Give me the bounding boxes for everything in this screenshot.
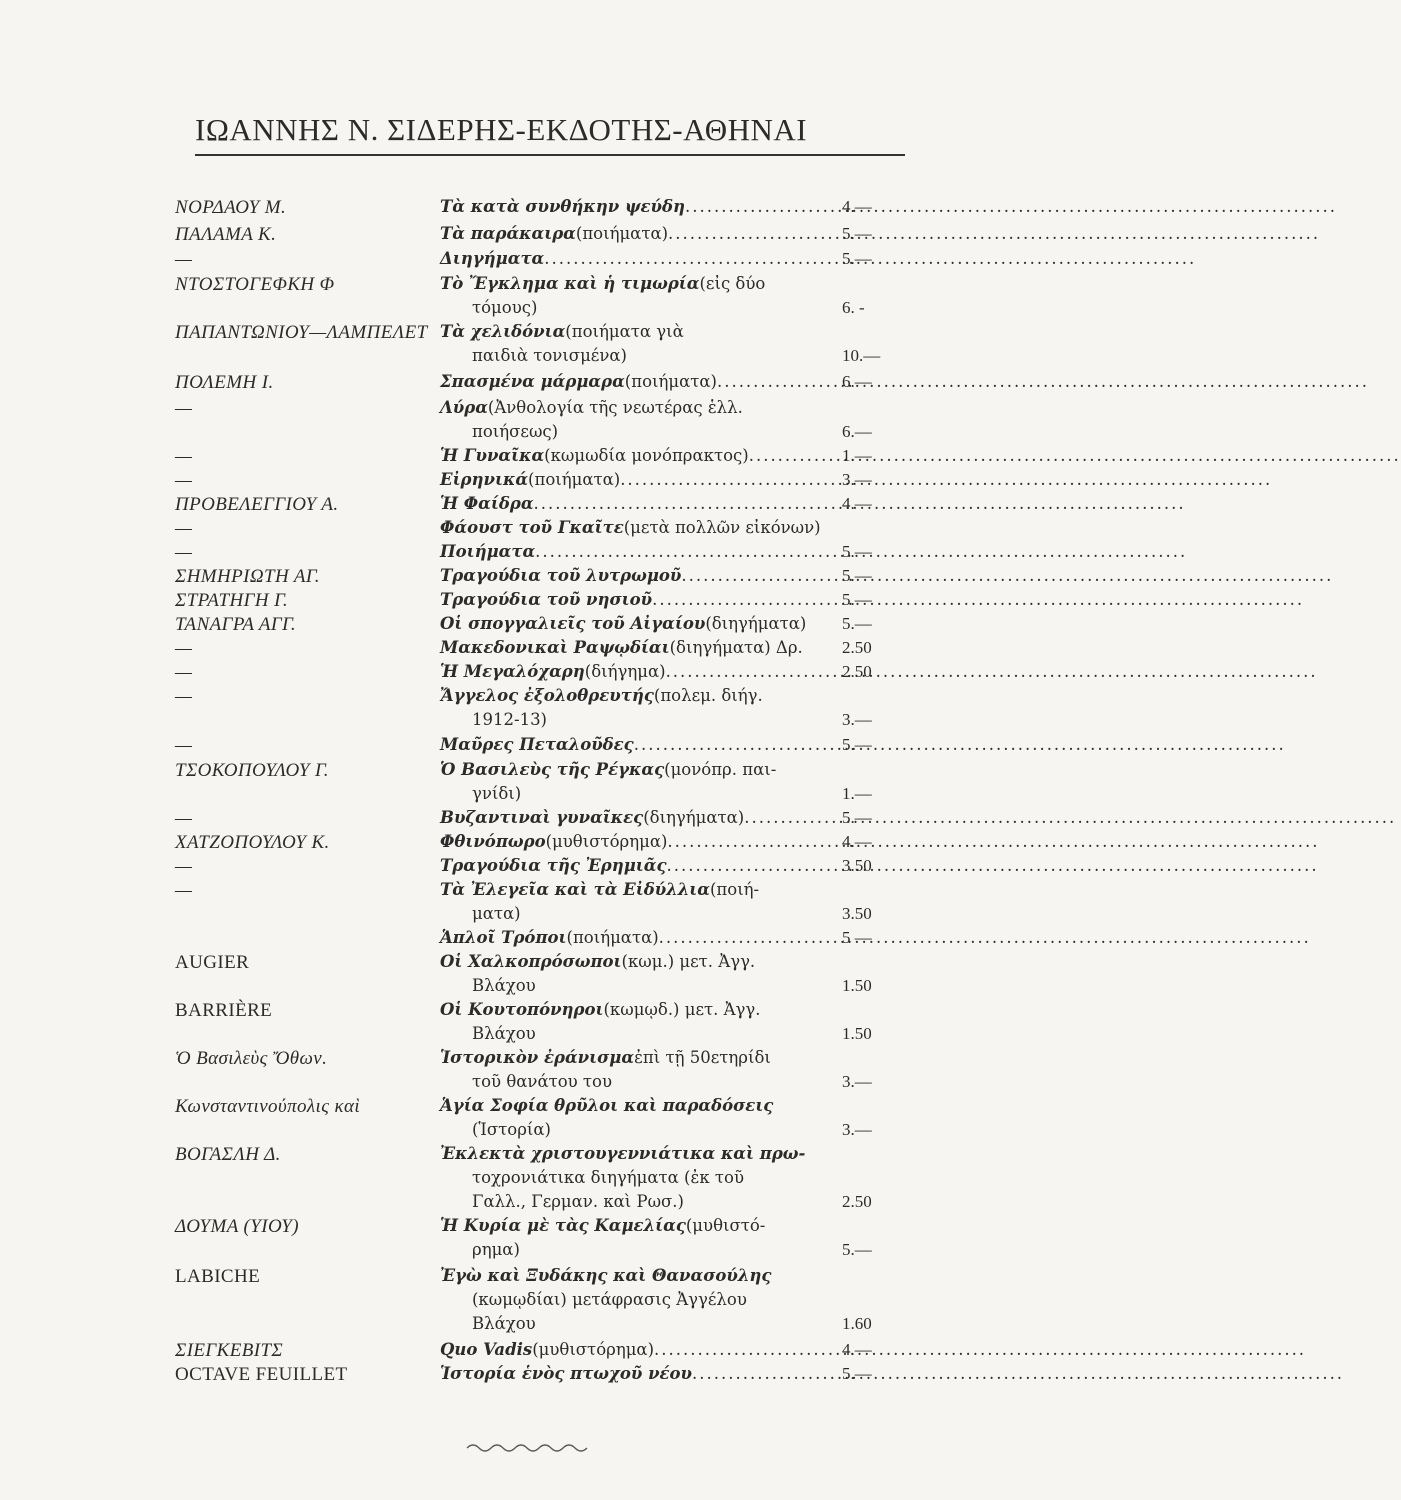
entry-note: ἐπὶ τῇ 50ετηρίδι (634, 1048, 771, 1067)
dot-leader (717, 372, 1369, 391)
entry-note: (μονόπρ. παι- (664, 760, 777, 779)
entry-title: Ἐγὼ καὶ Ξυδάκης καὶ Θανασούλης (440, 1266, 772, 1285)
entry-title: Τραγούδια τοῦ λυτρωμοῦ (440, 566, 682, 585)
entry-author: Κωνσταντινούπολις καὶ (175, 1096, 361, 1117)
entry-title-line (440, 1266, 785, 1285)
entry-title: Ὁ Βασιλεὺς τῆς Ρέγκας (440, 760, 665, 779)
entry-continuation: Βλάχου (472, 1314, 536, 1333)
entry-title: Φθινόπωρο (440, 832, 546, 851)
entry-continuation: (κωμῳδίαι) μετάφρασις Ἀγγέλου (472, 1290, 747, 1309)
entry-title: Ἡ Μεγαλόχαρη (440, 662, 585, 681)
entry-author: ΠΟΛΕΜΗ Ι. (175, 372, 274, 393)
entry-price: 1.50 (842, 976, 872, 995)
entry-price: 5.— (842, 1364, 872, 1383)
entry-title-line (440, 590, 785, 609)
entry-title: Ἁπλοῖ Τρόποι (440, 928, 567, 947)
entry-price: 2.50 (842, 1192, 872, 1211)
entry-continuation: Βλάχου (472, 976, 536, 995)
entry-title: Τὰ κατὰ συνθήκην ψεύδη (440, 197, 685, 216)
entry-note: (διήγημα) (584, 662, 666, 681)
entry-title: Λύρα (440, 398, 488, 417)
entry-title: Τὰ χελιδόνια (440, 322, 566, 341)
entry-continuation: ρημα) (472, 1240, 520, 1259)
entry-title: Ἡ Φαίδρα (440, 494, 534, 513)
entry-price: 3.50 (842, 904, 872, 923)
entry-author: LABICHE (175, 1266, 261, 1287)
entry-title: Τὸ Ἔγκλημα καὶ ἡ τιμωρία (440, 274, 700, 293)
entry-title: Τραγούδια τοῦ νησιοῦ (440, 590, 653, 609)
entry-price: 5.— (842, 614, 872, 633)
entry-title-line (440, 662, 785, 681)
entry-author: ΠΑΛΑΜΑ Κ. (175, 224, 277, 245)
entry-title: Βυζαντιναὶ γυναῖκες (440, 808, 644, 827)
entry-author: ΔΟΥΜΑ (ΥΙΟΥ) (175, 1216, 299, 1237)
entry-title: Τὰ Ἐλεγεῖα καὶ τὰ Εἰδύλλια (440, 880, 710, 899)
entry-author: ΤΑΝΑΓΡΑ ΑΓΓ. (175, 614, 297, 635)
entry-note: (κωμ.) μετ. Ἀγγ. (621, 952, 756, 971)
entry-author: — (175, 470, 193, 491)
entry-continuation: τόμους) (472, 298, 538, 317)
entry-author: — (175, 662, 193, 683)
entry-title-line (440, 249, 785, 268)
entry-title: Ἱστορία ἑνὸς πτωχοῦ νέου (440, 1364, 693, 1383)
entry-title-line (440, 808, 785, 827)
entry-price: 3.— (842, 1120, 872, 1139)
entry-author: — (175, 808, 193, 829)
entry-title-line (440, 372, 785, 391)
entry-price: 5.— (842, 590, 872, 609)
entry-title-line (440, 197, 785, 216)
dot-leader (634, 735, 1286, 754)
entry-note: (ποιήματα) (624, 372, 717, 391)
entry-author: — (175, 880, 193, 901)
entry-price: 5.— (842, 566, 872, 585)
entry-author: ΤΣΟΚΟΠΟΥΛΟΥ Γ. (175, 760, 329, 781)
entry-title-line (440, 832, 785, 851)
entry-price: 4.— (842, 832, 872, 851)
entry-note: (ποιή- (709, 880, 760, 899)
dot-leader (685, 197, 1337, 216)
entry-continuation: παιδιὰ τονισμένα) (472, 346, 627, 365)
entry-title-line (440, 1048, 785, 1067)
entry-title: Εἰρηνικά (440, 470, 529, 489)
entry-author: — (175, 446, 193, 467)
entry-title: Οἱ σπογγαλιεῖς τοῦ Αἰγαίου (440, 614, 706, 633)
entry-title-line (440, 494, 785, 513)
entry-author: ΧΑΤΖΟΠΟΥΛΟΥ Κ. (175, 832, 330, 853)
entry-title: Ἱστορικὸν ἐράνισμα (440, 1048, 635, 1067)
entry-title-line (440, 446, 785, 465)
entry-price: 4.— (842, 197, 872, 216)
entry-price: 5 — (842, 928, 872, 947)
entry-price: 1.— (842, 784, 872, 803)
entry-title: Διηγήματα (440, 249, 545, 268)
entry-price: 1.50 (842, 1024, 872, 1043)
entry-price: 1.— (842, 446, 872, 465)
entry-title-line (440, 952, 785, 971)
entry-title: Ἡ Γυναῖκα (440, 446, 545, 465)
entry-title-line (440, 274, 785, 293)
entry-price: 4.— (842, 1340, 872, 1359)
entry-title-line (440, 224, 785, 243)
entry-note: (μυθιστόρημα) (545, 832, 668, 851)
entry-note: (διηγήματα) (643, 808, 745, 827)
entry-title: Τραγούδια τῆς Ἐρημιᾶς (440, 856, 667, 875)
entry-continuation: ποιήσεως) (472, 422, 559, 441)
entry-author: — (175, 856, 193, 877)
entry-continuation: τοῦ θανάτου του (472, 1072, 613, 1091)
entry-title: Τὰ παράκαιρα (440, 224, 576, 243)
dot-leader (667, 856, 1319, 875)
entry-title-line (440, 735, 785, 754)
entry-continuation: Βλάχου (472, 1024, 536, 1043)
entry-title: Οἱ Κουτοπόνηροι (440, 1000, 604, 1019)
publisher-header: ΙΩΑΝΝΗΣ Ν. ΣΙΔΕΡΗΣ-ΕΚΔΟΤΗΣ-ΑΘΗΝΑΙ (195, 112, 905, 156)
entry-author: AUGIER (175, 952, 250, 973)
entry-note: (κωμῳδ.) μετ. Ἀγγ. (603, 1000, 761, 1019)
entry-title-line (440, 1000, 785, 1019)
entry-note: (διηγήματα) (705, 614, 807, 633)
entry-price: 3.50 (842, 856, 872, 875)
entry-price: 2.50 (842, 638, 872, 657)
entry-author: — (175, 542, 193, 563)
dot-leader (659, 928, 1311, 947)
entry-continuation: Γαλλ., Γερμαν. καὶ Ρωσ.) (472, 1192, 684, 1211)
entry-price: 5.— (842, 735, 872, 754)
entry-title: Ἡ Κυρία μὲ τὰς Καμελίας (440, 1216, 686, 1235)
entry-author: ΝΟΡΔΑΟΥ Μ. (175, 197, 287, 218)
entry-price: 5.— (842, 1240, 872, 1259)
dot-leader (667, 832, 1319, 851)
entry-price: 6.— (842, 422, 872, 441)
entry-author: ΣΤΡΑΤΗΓΗ Γ. (175, 590, 289, 611)
entry-continuation: γνίδι) (472, 784, 522, 803)
entry-title: Ἐκλεκτὰ χριστουγεννιάτικα καὶ πρω- (440, 1144, 806, 1163)
entry-note: (κωμωδία μονόπρακτος) (544, 446, 749, 465)
entry-note: (εἰς δύο (699, 274, 766, 293)
dot-leader (666, 662, 1318, 681)
entry-note: (διηγήματα) Δρ. (669, 638, 803, 657)
entry-title-line (440, 686, 785, 705)
entry-title: Φάουστ τοῦ Γκαῖτε (440, 518, 624, 537)
entry-title: Μαῦρες Πεταλοῦδες (440, 735, 634, 754)
entry-title-line (440, 638, 803, 657)
entry-author: — (175, 638, 193, 659)
dot-leader (681, 566, 1333, 585)
entry-author: ΝΤΟΣΤΟΓΕΦΚΗ Φ (175, 274, 335, 295)
entry-author: ΠΡΟΒΕΛΕΓΓΙΟΥ Α. (175, 494, 339, 515)
entry-title-line (440, 518, 821, 537)
entry-author: ΣΗΜΗΡΙΩΤΗ ΑΓ. (175, 566, 320, 587)
entry-note: (ποιήματα) (528, 470, 621, 489)
entry-note: (πολεμ. διήγ. (653, 686, 763, 705)
entry-price: 1.60 (842, 1314, 872, 1333)
entry-author: — (175, 398, 193, 419)
entry-price: 10.— (842, 346, 881, 365)
entry-title-line (440, 322, 785, 341)
entry-title-line (440, 470, 785, 489)
entry-title-line (440, 614, 807, 633)
entry-author: BARRIÈRE (175, 1000, 273, 1021)
entry-price: 5.— (842, 542, 872, 561)
entry-title: Ἁγία Σοφία θρῦλοι καὶ παραδόσεις (440, 1096, 774, 1115)
entry-price: 3.— (842, 1072, 872, 1091)
entry-continuation: 1912-13) (472, 710, 547, 729)
entry-note: (ποιήματα) (575, 224, 669, 243)
entry-note: (μυθιστό- (685, 1216, 766, 1235)
entry-title: Quo Vadis (440, 1340, 533, 1359)
entry-title-line (440, 856, 785, 875)
entry-title-line (440, 398, 785, 417)
entry-title-line (440, 1216, 785, 1235)
entry-author: — (175, 686, 193, 707)
dot-leader (668, 224, 1320, 243)
entry-author: — (175, 249, 193, 270)
entry-title-line (440, 880, 785, 899)
entry-title-line (440, 1144, 806, 1163)
entry-price: 6. - (842, 298, 865, 317)
entry-author: ΣΙΕΓΚΕΒΙΤΣ (175, 1340, 284, 1361)
entry-price: 5.— (842, 249, 872, 268)
entry-author: OCTAVE FEUILLET (175, 1364, 348, 1385)
entry-title: Οἱ Χαλκοπρόσωποι (440, 952, 622, 971)
entry-continuation: ματα) (472, 904, 521, 923)
entry-author: ΒΟΓΑΣΛΗ Δ. (175, 1144, 281, 1165)
dot-leader (692, 1364, 1344, 1383)
entry-title-line (440, 1096, 785, 1115)
entry-note: (Ἀνθολογία τῆς νεωτέρας ἑλλ. (487, 398, 743, 417)
entry-note: (μυθιστόρημα) (532, 1340, 655, 1359)
entry-price: 6.— (842, 372, 872, 391)
entry-title: Ποιήματα (440, 542, 536, 561)
entry-title-line (440, 542, 785, 561)
entry-price: 3.— (842, 710, 872, 729)
entry-author: — (175, 735, 193, 756)
entry-author: Ὁ Βασιλεὺς Ὄθων. (175, 1048, 328, 1069)
entry-title: Ἄγγελος ἐξολοθρευτής (440, 686, 654, 705)
dot-leader (654, 1340, 1306, 1359)
entry-continuation: τοχρονιάτικα διηγήματα (ἐκ τοῦ (472, 1168, 744, 1187)
entry-note: (μετὰ πολλῶν εἰκόνων) (623, 518, 821, 537)
entry-title: Σπασμένα μάρμαρα (440, 372, 625, 391)
entry-title-line (440, 928, 785, 947)
dot-leader (620, 470, 1272, 489)
entry-price: 5.— (842, 224, 872, 243)
entry-continuation: (Ἱστορία) (472, 1120, 551, 1139)
entry-title: Μακεδονικαὶ Ραψῳδίαι (440, 638, 670, 657)
entry-author: — (175, 518, 193, 539)
entry-price: 3.— (842, 470, 872, 489)
entry-title-line (440, 1364, 785, 1383)
entry-title-line (440, 760, 785, 779)
entry-title-line (440, 1340, 785, 1359)
entry-note: (ποιήματα γιὰ (565, 322, 684, 341)
entry-author: ΠΑΠΑΝΤΩΝΙΟΥ—ΛΑΜΠΕΛΕΤ (175, 322, 428, 343)
entry-price: 4.— (842, 494, 872, 513)
dot-leader (652, 590, 1304, 609)
entry-title-line (440, 566, 785, 585)
entry-price: 2.50 (842, 662, 872, 681)
decorative-flourish (465, 1440, 595, 1454)
entry-price: 5.— (842, 808, 872, 827)
entry-note: (ποιήματα) (566, 928, 659, 947)
